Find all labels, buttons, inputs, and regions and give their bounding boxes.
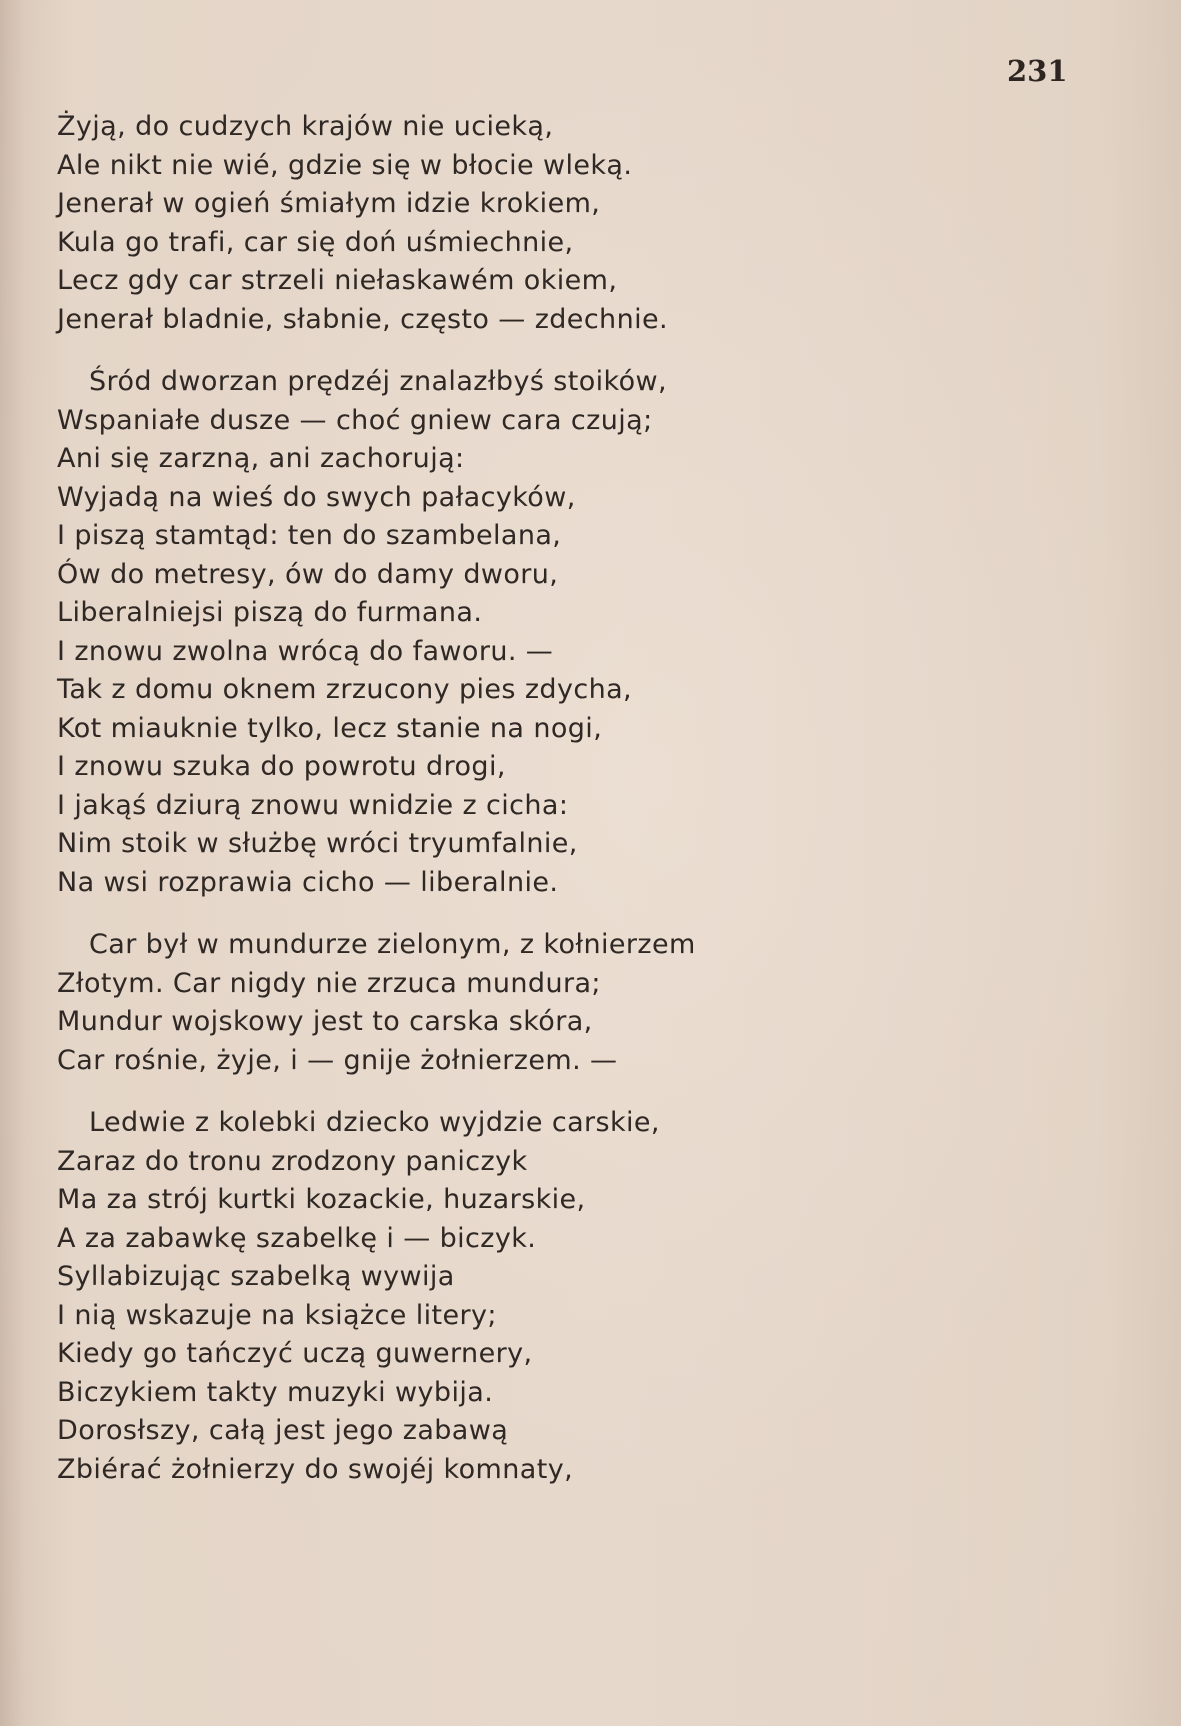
poem-text	[57, 108, 1137, 1489]
verse-line: Car rośnie, żyje, i — gnije żołnierzem. —	[57, 1044, 618, 1076]
verse-line: Nim stoik w służbę wróci tryumfalnie,	[57, 828, 578, 859]
verse-line: Złotym. Car nigdy nie zrzuca mundura;	[57, 967, 601, 999]
verse-line: Ów do metresy, ów do damy dworu,	[57, 558, 559, 590]
verse-line: I piszą stamtąd: ten do szambelana,	[57, 520, 562, 551]
verse-line: Kiedy go tańczyć uczą guwernery,	[57, 1338, 533, 1369]
verse-line: I nią wskazuje na książce litery;	[57, 1299, 497, 1331]
stanza-4	[57, 1104, 1137, 1489]
verse-line: Jenerał w ogień śmiałym idzie krokiem,	[57, 188, 601, 219]
verse-line: Wyjadą na wieś do swych pałacyków,	[57, 481, 576, 513]
verse-line: Tak z domu oknem zrzucony pies zdycha,	[57, 674, 633, 705]
stanza-3	[57, 926, 1137, 1080]
page-number: 231	[1007, 54, 1068, 88]
verse-line: Wspaniałe dusze — choć gniew cara czują;	[57, 404, 653, 436]
verse-line: Kot miauknie tylko, lecz stanie na nogi,	[57, 712, 603, 744]
verse-line: Dorosłszy, całą jest jego zabawą	[57, 1415, 509, 1446]
verse-line: Lecz gdy car strzeli niełaskawém okiem,	[57, 265, 618, 296]
verse-line: I znowu zwolna wrócą do faworu. —	[57, 635, 554, 667]
stanza-1	[57, 108, 1137, 339]
verse-line: Biczykiem takty muzyki wybija.	[57, 1376, 494, 1408]
verse-line: A za zabawkę szabelkę i — biczyk.	[57, 1222, 537, 1254]
verse-line: Car był w mundurze zielonym, z kołnierzem	[89, 929, 696, 960]
verse-line: I znowu szuka do powrotu drogi,	[57, 751, 506, 782]
verse-line: Syllabizując szabelką wywija	[57, 1261, 455, 1292]
verse-line: Na wsi rozprawia cicho — liberalnie.	[57, 866, 559, 898]
verse-line: Zaraz do tronu zrodzony paniczyk	[57, 1145, 528, 1177]
verse-line: Ma za strój kurtki kozackie, huzarskie,	[57, 1184, 586, 1215]
verse-line: Ledwie z kolebki dziecko wyjdzie carskie,	[89, 1107, 660, 1138]
verse-line: I jakąś dziurą znowu wnidzie z cicha:	[57, 789, 569, 821]
verse-line: Jenerał bladnie, słabnie, często — zdechnie.	[57, 303, 668, 335]
verse-line: Zbiérać żołnierzy do swojéj komnaty,	[57, 1453, 574, 1485]
verse-line: Mundur wojskowy jest to carska skóra,	[57, 1006, 593, 1037]
stanza-2	[57, 363, 1137, 902]
verse-line: Ale nikt nie wié, gdzie się w błocie wleką.	[57, 149, 633, 181]
verse-line: Ani się zarzną, ani zachorują:	[57, 443, 465, 474]
verse-line: Żyją, do cudzych krajów nie ucieką,	[57, 111, 554, 142]
verse-line: Śród dworzan prędzéj znalazłbyś stoików,	[89, 366, 668, 397]
verse-line: Kula go trafi, car się doń uśmiechnie,	[57, 226, 574, 258]
verse-line: Liberalniejsi piszą do furmana.	[57, 597, 483, 628]
